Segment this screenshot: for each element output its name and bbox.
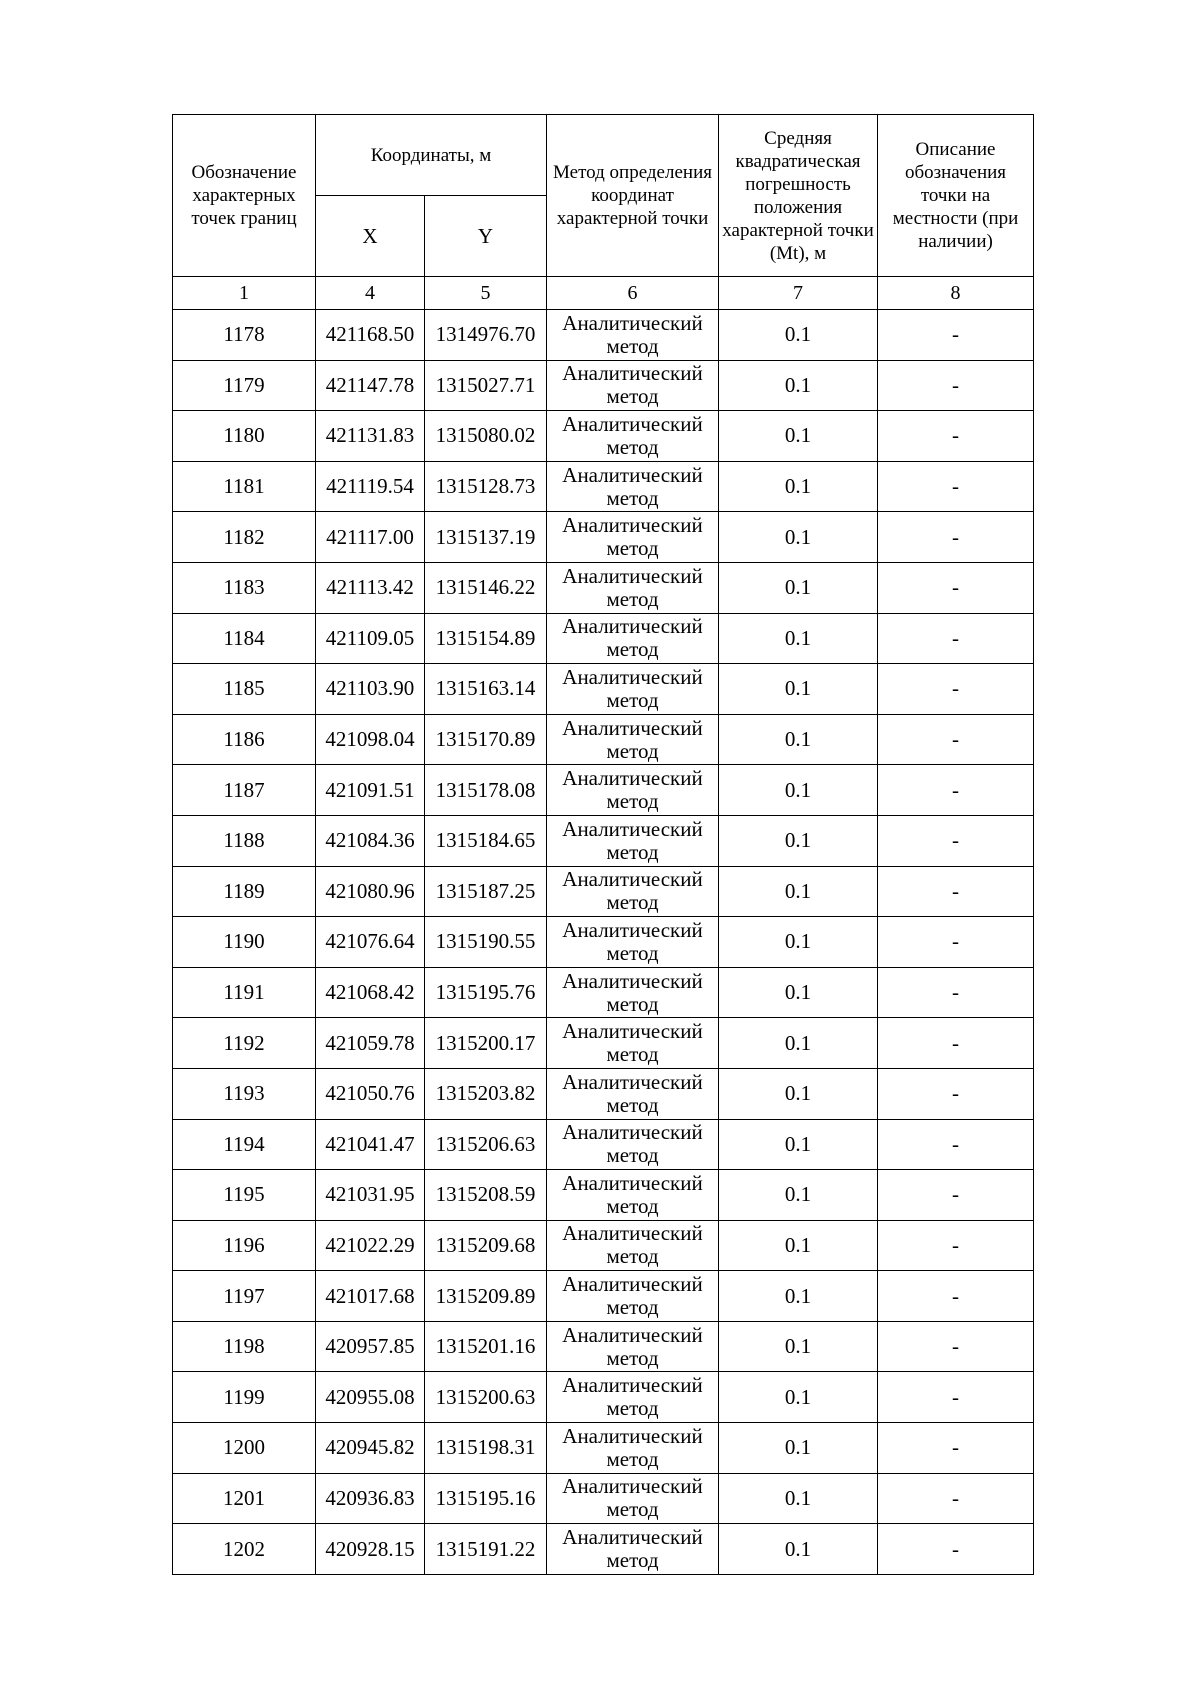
cell-description: - [878,765,1034,816]
cell-error: 0.1 [719,1119,878,1170]
table-row [173,1321,1034,1372]
cell-method: Аналитический метод [547,1119,719,1170]
cell-point-id: 1183 [173,562,316,613]
column-number: 4 [316,277,425,310]
cell-y: 1315187.25 [425,866,547,917]
cell-x: 421131.83 [316,411,425,462]
cell-method: Аналитический метод [547,360,719,411]
cell-method: Аналитический метод [547,310,719,361]
cell-description: - [878,512,1034,563]
cell-y: 1315170.89 [425,714,547,765]
cell-x: 421080.96 [316,866,425,917]
cell-point-id: 1200 [173,1423,316,1474]
cell-x: 420957.85 [316,1321,425,1372]
table-row [173,360,1034,411]
cell-method: Аналитический метод [547,1170,719,1221]
cell-x: 421031.95 [316,1170,425,1221]
cell-method: Аналитический метод [547,1473,719,1524]
cell-description: - [878,562,1034,613]
cell-error: 0.1 [719,1271,878,1322]
cell-description: - [878,1423,1034,1474]
cell-y: 1315128.73 [425,461,547,512]
cell-error: 0.1 [719,1170,878,1221]
cell-error: 0.1 [719,866,878,917]
cell-y: 1315195.76 [425,967,547,1018]
cell-point-id: 1179 [173,360,316,411]
cell-description: - [878,360,1034,411]
table-row [173,1170,1034,1221]
cell-y: 1315027.71 [425,360,547,411]
cell-method: Аналитический метод [547,613,719,664]
cell-y: 1315137.19 [425,512,547,563]
cell-point-id: 1180 [173,411,316,462]
cell-error: 0.1 [719,512,878,563]
cell-point-id: 1190 [173,917,316,968]
table-row [173,1068,1034,1119]
cell-x: 421017.68 [316,1271,425,1322]
table-row [173,714,1034,765]
cell-y: 1315195.16 [425,1473,547,1524]
cell-x: 421068.42 [316,967,425,1018]
table-row [173,613,1034,664]
cell-x: 420945.82 [316,1423,425,1474]
table-row [173,1423,1034,1474]
cell-error: 0.1 [719,815,878,866]
table-row [173,866,1034,917]
cell-point-id: 1197 [173,1271,316,1322]
cell-y: 1315209.89 [425,1271,547,1322]
column-number-row [173,277,1034,310]
cell-x: 421168.50 [316,310,425,361]
header-method: Метод определения координат характерной точки [547,115,719,277]
cell-description: - [878,664,1034,715]
cell-x: 421119.54 [316,461,425,512]
cell-method: Аналитический метод [547,917,719,968]
cell-method: Аналитический метод [547,664,719,715]
table-row [173,411,1034,462]
table-row [173,917,1034,968]
cell-point-id: 1201 [173,1473,316,1524]
table-row [173,310,1034,361]
cell-error: 0.1 [719,613,878,664]
cell-y: 1315206.63 [425,1119,547,1170]
cell-point-id: 1202 [173,1524,316,1575]
table-row [173,1473,1034,1524]
cell-x: 420928.15 [316,1524,425,1575]
cell-y: 1315203.82 [425,1068,547,1119]
column-number: 8 [878,277,1034,310]
cell-point-id: 1189 [173,866,316,917]
cell-x: 421103.90 [316,664,425,715]
table-row [173,815,1034,866]
cell-description: - [878,815,1034,866]
cell-error: 0.1 [719,562,878,613]
header-y: Y [425,196,547,277]
cell-error: 0.1 [719,765,878,816]
cell-x: 420955.08 [316,1372,425,1423]
cell-x: 421041.47 [316,1119,425,1170]
cell-error: 0.1 [719,411,878,462]
cell-method: Аналитический метод [547,461,719,512]
cell-description: - [878,1473,1034,1524]
cell-error: 0.1 [719,714,878,765]
cell-y: 1315178.08 [425,765,547,816]
cell-description: - [878,714,1034,765]
cell-point-id: 1185 [173,664,316,715]
cell-method: Аналитический метод [547,1068,719,1119]
cell-error: 0.1 [719,967,878,1018]
cell-x: 421022.29 [316,1220,425,1271]
cell-y: 1315198.31 [425,1423,547,1474]
cell-y: 1315154.89 [425,613,547,664]
cell-x: 421050.76 [316,1068,425,1119]
cell-x: 420936.83 [316,1473,425,1524]
cell-point-id: 1184 [173,613,316,664]
cell-description: - [878,866,1034,917]
table-row [173,562,1034,613]
cell-point-id: 1193 [173,1068,316,1119]
cell-error: 0.1 [719,360,878,411]
table-row [173,1372,1034,1423]
cell-error: 0.1 [719,1068,878,1119]
column-number: 1 [173,277,316,310]
cell-point-id: 1195 [173,1170,316,1221]
cell-method: Аналитический метод [547,1018,719,1069]
cell-error: 0.1 [719,917,878,968]
cell-y: 1315200.63 [425,1372,547,1423]
cell-error: 0.1 [719,664,878,715]
cell-y: 1315146.22 [425,562,547,613]
cell-y: 1315184.65 [425,815,547,866]
cell-method: Аналитический метод [547,815,719,866]
coordinates-table [172,114,1034,1575]
cell-error: 0.1 [719,461,878,512]
cell-point-id: 1194 [173,1119,316,1170]
column-number: 7 [719,277,878,310]
cell-x: 421059.78 [316,1018,425,1069]
cell-method: Аналитический метод [547,562,719,613]
table-row [173,512,1034,563]
cell-point-id: 1187 [173,765,316,816]
header-mean-square-error: Средняя квадратическая погрешность положения характерной точки (Mt), м [719,115,878,277]
table-row [173,1524,1034,1575]
cell-method: Аналитический метод [547,1524,719,1575]
table-body [173,310,1034,1575]
cell-description: - [878,411,1034,462]
table-row [173,967,1034,1018]
cell-method: Аналитический метод [547,866,719,917]
cell-x: 421147.78 [316,360,425,411]
cell-point-id: 1178 [173,310,316,361]
cell-point-id: 1196 [173,1220,316,1271]
cell-error: 0.1 [719,1220,878,1271]
cell-description: - [878,1524,1034,1575]
cell-point-id: 1182 [173,512,316,563]
table-row [173,1018,1034,1069]
cell-method: Аналитический метод [547,1220,719,1271]
cell-method: Аналитический метод [547,1321,719,1372]
cell-description: - [878,1321,1034,1372]
cell-y: 1315190.55 [425,917,547,968]
table-row [173,1119,1034,1170]
cell-description: - [878,1119,1034,1170]
cell-description: - [878,967,1034,1018]
cell-x: 421113.42 [316,562,425,613]
cell-y: 1315163.14 [425,664,547,715]
cell-method: Аналитический метод [547,411,719,462]
cell-error: 0.1 [719,1372,878,1423]
cell-y: 1314976.70 [425,310,547,361]
table-row [173,664,1034,715]
cell-error: 0.1 [719,1423,878,1474]
cell-x: 421117.00 [316,512,425,563]
header-coordinates: Координаты, м [316,115,547,196]
column-number: 5 [425,277,547,310]
cell-x: 421084.36 [316,815,425,866]
cell-y: 1315200.17 [425,1018,547,1069]
cell-description: - [878,1170,1034,1221]
header-x: X [316,196,425,277]
cell-error: 0.1 [719,310,878,361]
cell-point-id: 1188 [173,815,316,866]
cell-point-id: 1191 [173,967,316,1018]
cell-x: 421109.05 [316,613,425,664]
table-row [173,765,1034,816]
cell-point-id: 1198 [173,1321,316,1372]
cell-description: - [878,1372,1034,1423]
header-point-designation: Обозначение характерных точек границ [173,115,316,277]
cell-x: 421091.51 [316,765,425,816]
cell-description: - [878,1068,1034,1119]
table-row [173,1271,1034,1322]
cell-description: - [878,1018,1034,1069]
cell-method: Аналитический метод [547,1271,719,1322]
column-number: 6 [547,277,719,310]
cell-y: 1315201.16 [425,1321,547,1372]
cell-point-id: 1192 [173,1018,316,1069]
cell-method: Аналитический метод [547,967,719,1018]
cell-y: 1315209.68 [425,1220,547,1271]
cell-error: 0.1 [719,1524,878,1575]
cell-error: 0.1 [719,1473,878,1524]
cell-method: Аналитический метод [547,1372,719,1423]
cell-description: - [878,461,1034,512]
cell-error: 0.1 [719,1321,878,1372]
cell-description: - [878,310,1034,361]
cell-point-id: 1186 [173,714,316,765]
cell-point-id: 1181 [173,461,316,512]
cell-method: Аналитический метод [547,512,719,563]
cell-description: - [878,613,1034,664]
header-description: Описание обозначения точки на местности (при наличии) [878,115,1034,277]
cell-x: 421098.04 [316,714,425,765]
cell-method: Аналитический метод [547,714,719,765]
table-row [173,461,1034,512]
cell-y: 1315208.59 [425,1170,547,1221]
cell-x: 421076.64 [316,917,425,968]
cell-description: - [878,1220,1034,1271]
cell-method: Аналитический метод [547,765,719,816]
cell-y: 1315080.02 [425,411,547,462]
cell-error: 0.1 [719,1018,878,1069]
table-row [173,1220,1034,1271]
cell-description: - [878,917,1034,968]
cell-y: 1315191.22 [425,1524,547,1575]
cell-description: - [878,1271,1034,1322]
cell-point-id: 1199 [173,1372,316,1423]
cell-method: Аналитический метод [547,1423,719,1474]
